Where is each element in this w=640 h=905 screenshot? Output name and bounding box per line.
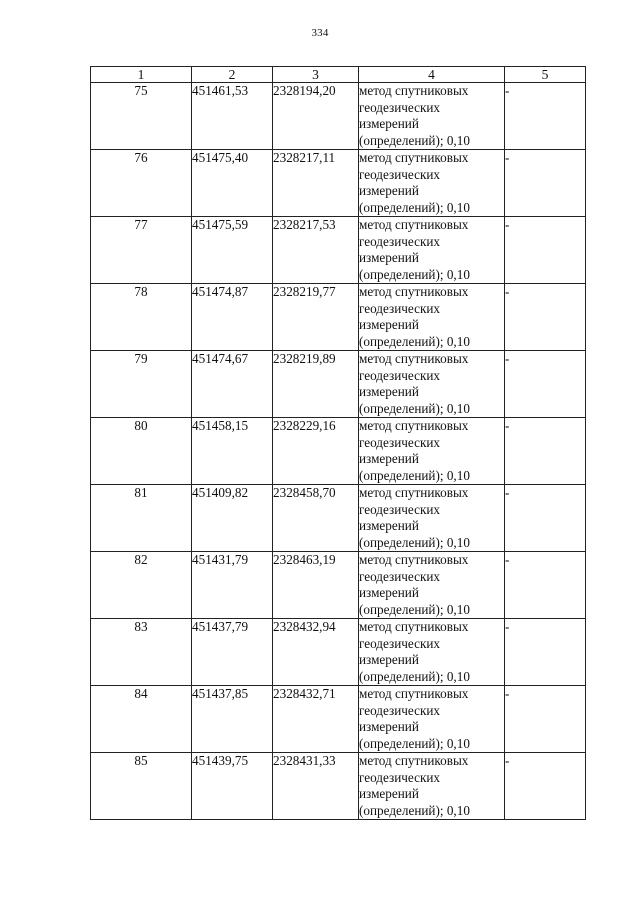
x-coordinate-cell: 451409,82 [192,485,273,552]
table-row [91,83,586,150]
method-line: геодезических [359,501,441,517]
method-line: измерений [359,384,419,399]
note-cell: - [505,753,586,820]
x-coordinate-cell: 451431,79 [192,552,273,619]
method-line: измерений [359,116,419,131]
method-line: измерений [359,786,419,801]
header-col-2: 2 [192,67,273,83]
method-line: метод спутниковых [359,418,469,433]
method-line: геодезических [359,166,441,182]
table-body [91,83,586,820]
method-line: геодезических [359,568,441,584]
point-number-cell: 75 [91,83,192,150]
y-coordinate-cell: 2328463,19 [273,552,359,619]
method-line: метод спутниковых [359,284,469,299]
page-number: 334 [311,27,329,39]
method-line: геодезических [359,300,441,316]
method-line: геодезических [359,434,441,450]
method-line: (определений); 0,10 [359,601,470,617]
method-cell [359,150,505,217]
table-row [91,485,586,552]
point-number-cell: 82 [91,552,192,619]
table-row [91,552,586,619]
note-cell: - [505,552,586,619]
method-line: измерений [359,183,419,198]
note-cell: - [505,485,586,552]
y-coordinate-cell: 2328217,53 [273,217,359,284]
table-row [91,619,586,686]
method-line: измерений [359,719,419,734]
table-row [91,686,586,753]
method-line: метод спутниковых [359,351,469,366]
method-cell [359,284,505,351]
y-coordinate-cell: 2328217,11 [273,150,359,217]
x-coordinate-cell: 451437,79 [192,619,273,686]
y-coordinate-cell: 2328432,94 [273,619,359,686]
note-cell: - [505,284,586,351]
y-coordinate-cell: 2328432,71 [273,686,359,753]
method-line: (определений); 0,10 [359,199,470,215]
table-row [91,418,586,485]
point-number-cell: 81 [91,485,192,552]
point-number-cell: 84 [91,686,192,753]
point-number-cell: 83 [91,619,192,686]
y-coordinate-cell: 2328458,70 [273,485,359,552]
method-line: геодезических [359,99,441,115]
method-cell [359,552,505,619]
table-row [91,753,586,820]
point-number-cell: 77 [91,217,192,284]
method-line: измерений [359,250,419,265]
method-line: (определений); 0,10 [359,534,470,550]
point-number-cell: 79 [91,351,192,418]
point-number-cell: 76 [91,150,192,217]
method-line: измерений [359,518,419,533]
note-cell: - [505,83,586,150]
point-number-cell: 85 [91,753,192,820]
method-line: геодезических [359,702,441,718]
x-coordinate-cell: 451474,67 [192,351,273,418]
method-line: (определений); 0,10 [359,400,470,416]
note-cell: - [505,351,586,418]
y-coordinate-cell: 2328194,20 [273,83,359,150]
method-line: измерений [359,652,419,667]
table-row [91,217,586,284]
method-line: геодезических [359,367,441,383]
y-coordinate-cell: 2328219,77 [273,284,359,351]
method-cell [359,753,505,820]
point-number-cell: 80 [91,418,192,485]
y-coordinate-cell: 2328431,33 [273,753,359,820]
table-row [91,150,586,217]
method-line: геодезических [359,769,441,785]
method-cell [359,619,505,686]
x-coordinate-cell: 451475,40 [192,150,273,217]
method-line: (определений); 0,10 [359,266,470,282]
method-line: геодезических [359,635,441,651]
method-line: (определений); 0,10 [359,467,470,483]
method-cell [359,686,505,753]
note-cell: - [505,150,586,217]
method-line: метод спутниковых [359,753,469,768]
method-line: метод спутниковых [359,619,469,634]
method-line: метод спутниковых [359,150,469,165]
method-line: метод спутниковых [359,217,469,232]
method-cell [359,217,505,284]
x-coordinate-cell: 451458,15 [192,418,273,485]
table-row [91,284,586,351]
header-col-5: 5 [505,67,586,83]
table-row [91,351,586,418]
header-row [91,67,586,83]
method-line: метод спутниковых [359,83,469,98]
method-line: геодезических [359,233,441,249]
method-cell [359,485,505,552]
method-line: метод спутниковых [359,485,469,500]
note-cell: - [505,217,586,284]
y-coordinate-cell: 2328219,89 [273,351,359,418]
method-cell [359,83,505,150]
x-coordinate-cell: 451439,75 [192,753,273,820]
method-line: измерений [359,585,419,600]
header-col-4: 4 [359,67,505,83]
method-line: метод спутниковых [359,552,469,567]
method-line: измерений [359,451,419,466]
x-coordinate-cell: 451475,59 [192,217,273,284]
note-cell: - [505,686,586,753]
x-coordinate-cell: 451461,53 [192,83,273,150]
x-coordinate-cell: 451474,87 [192,284,273,351]
x-coordinate-cell: 451437,85 [192,686,273,753]
note-cell: - [505,619,586,686]
header-col-3: 3 [273,67,359,83]
method-cell [359,351,505,418]
method-line: (определений); 0,10 [359,802,470,818]
table-header [91,67,586,83]
y-coordinate-cell: 2328229,16 [273,418,359,485]
method-line: (определений); 0,10 [359,735,470,751]
method-line: (определений); 0,10 [359,668,470,684]
method-line: (определений); 0,10 [359,333,470,349]
method-cell [359,418,505,485]
point-number-cell: 78 [91,284,192,351]
method-line: (определений); 0,10 [359,132,470,148]
header-col-1: 1 [91,67,192,83]
method-line: метод спутниковых [359,686,469,701]
method-line: измерений [359,317,419,332]
coordinates-table [90,66,586,820]
note-cell: - [505,418,586,485]
